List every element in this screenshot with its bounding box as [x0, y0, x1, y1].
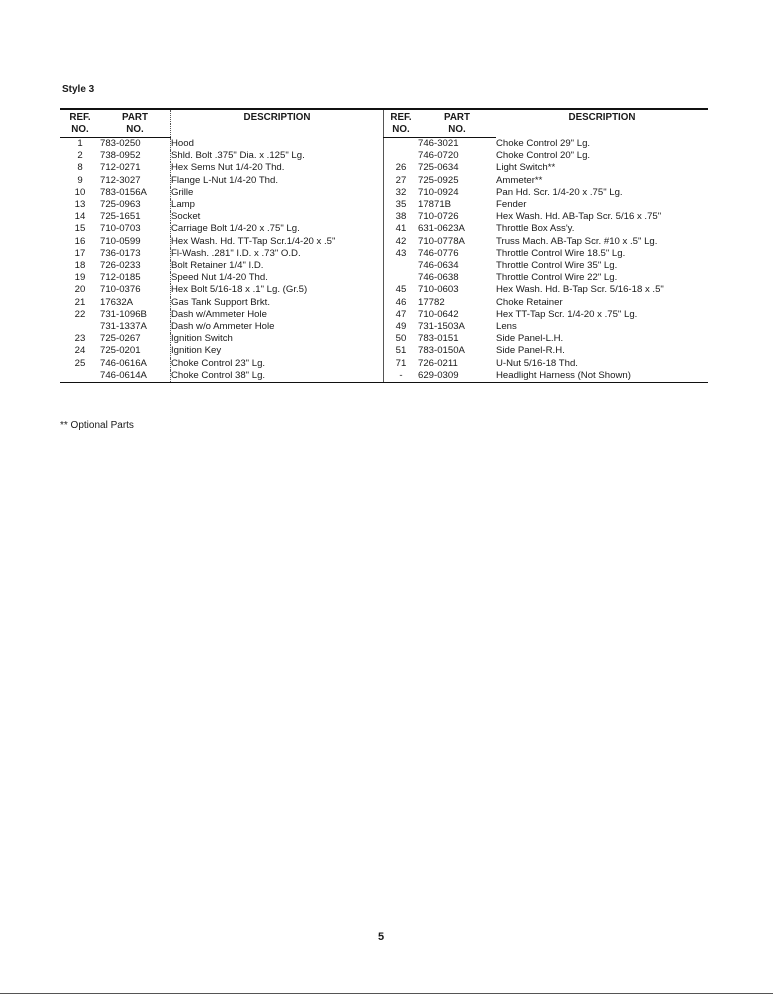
description-cell: Ignition Key [171, 345, 384, 357]
ref-no-cell: 19 [74, 272, 86, 284]
part-no-cell: 731-1337A [100, 321, 147, 333]
ref-no-cell: 20 [74, 284, 86, 296]
ref-no-cell: 38 [384, 211, 419, 223]
description-cell: Gas Tank Support Brkt. [171, 297, 384, 309]
table-row [60, 345, 708, 357]
description-cell: Dash w/o Ammeter Hole [171, 321, 384, 333]
table-row [60, 260, 708, 272]
part-no-cell: 710-0778A [418, 235, 465, 247]
description-cell: Bolt Retainer 1/4" I.D. [171, 260, 384, 272]
part-no-cell: 17871B [418, 199, 452, 211]
ref-no-cell [384, 150, 419, 162]
ref-no-cell: 17 [74, 247, 86, 259]
table-row [60, 150, 708, 162]
table-row [60, 297, 708, 309]
description-header: DESCRIPTION [496, 109, 708, 138]
optional-parts-footnote: ** Optional Parts [60, 420, 134, 431]
ref-no-cell: 27 [384, 175, 419, 187]
ref-no-cell: 51 [384, 345, 419, 357]
ref-no-cell: 43 [384, 248, 419, 260]
description-cell: Grille [171, 187, 384, 199]
ref-no-cell: 49 [384, 321, 419, 333]
part-no-cell: 746-0776 [418, 247, 459, 259]
description-cell: Ammeter** [496, 174, 543, 186]
part-no-cell: 710-0603 [418, 284, 459, 296]
description-cell: Flange L-Nut 1/4-20 Thd. [171, 175, 384, 187]
ref-no-cell [60, 370, 100, 383]
description-cell: Shld. Bolt .375" Dia. x .125" Lg. [171, 150, 384, 162]
part-no-cell: 725-0634 [418, 162, 459, 174]
description-cell: Fl-Wash. .281" I.D. x .73" O.D. [171, 248, 384, 260]
page-number: 5 [378, 931, 385, 943]
part-no-cell: 746-0634 [418, 260, 459, 272]
part-no-cell: 746-0616A [100, 357, 147, 369]
ref-no-cell [384, 272, 419, 284]
ref-no-cell: 26 [384, 162, 419, 174]
ref-no-cell: 35 [384, 199, 419, 211]
ref-no-cell: 10 [74, 186, 86, 198]
part-no-cell: 736-0173 [100, 247, 141, 259]
description-cell: Hex Wash. Hd. AB-Tap Scr. 5/16 x .75" [496, 211, 662, 223]
table-row [60, 309, 708, 321]
description-cell: Choke Control 38" Lg. [171, 370, 384, 383]
part-no-cell: 731-1096B [100, 308, 147, 320]
ref-no-header: REF. [384, 109, 419, 124]
part-no-cell: 710-0703 [100, 223, 141, 235]
ref-no-cell: 16 [74, 235, 86, 247]
ref-no-cell: 21 [74, 296, 86, 308]
part-no-cell: 725-0963 [100, 199, 141, 211]
part-no-cell: 726-0211 [418, 357, 458, 369]
description-cell: Side Panel-L.H. [496, 333, 564, 345]
ref-no-cell: 8 [77, 162, 83, 174]
description-cell: Choke Control 23" Lg. [171, 358, 384, 370]
description-cell: Hex Wash. Hd. TT-Tap Scr.1/4-20 x .5" [171, 236, 384, 248]
description-cell: Throttle Box Ass'y. [496, 223, 575, 235]
table-row [60, 199, 708, 211]
table-row [60, 187, 708, 199]
table-row [60, 333, 708, 345]
ref-no-cell: 24 [74, 345, 86, 357]
ref-no-header: REF. [60, 109, 100, 124]
ref-no-cell: 2 [77, 150, 83, 162]
description-cell: Dash w/Ammeter Hole [171, 309, 384, 321]
ref-no-cell: 9 [77, 174, 83, 186]
table-row [60, 211, 708, 223]
part-no-cell: 725-0925 [418, 174, 459, 186]
ref-no-cell: 25 [74, 357, 86, 369]
part-no-header: PART [418, 109, 496, 124]
description-cell: Truss Mach. AB-Tap Scr. #10 x .5" Lg. [496, 235, 658, 247]
part-no-cell: 746-0720 [418, 150, 459, 162]
description-cell: Side Panel-R.H. [496, 345, 565, 357]
description-cell: Ignition Switch [171, 333, 384, 345]
part-no-cell: 631-0623A [418, 223, 465, 235]
ref-no-cell: 71 [384, 358, 419, 370]
part-no-cell: 710-0726 [418, 211, 459, 223]
ref-no-cell [384, 260, 419, 272]
ref-no-cell [384, 138, 419, 151]
part-no-header: PART [100, 109, 171, 124]
ref-no-cell: 41 [384, 223, 419, 235]
description-cell: Fender [496, 199, 527, 211]
ref-no-cell [60, 321, 100, 333]
description-cell: Hood [171, 138, 384, 151]
ref-no-cell: - [384, 370, 419, 383]
part-no-cell: 710-0924 [418, 186, 459, 198]
part-no-cell: 783-0156A [100, 186, 147, 198]
part-no-header-line2: NO. [100, 124, 171, 138]
description-cell: Choke Control 29" Lg. [496, 137, 591, 149]
part-no-cell: 725-0267 [100, 333, 141, 345]
description-cell: Throttle Control Wire 22" Lg. [496, 272, 618, 284]
table-row [60, 370, 708, 383]
ref-no-header-line2: NO. [60, 124, 100, 138]
table-row [60, 138, 708, 151]
part-no-cell: 17632A [100, 296, 134, 308]
ref-no-cell: 42 [384, 236, 419, 248]
ref-no-cell: 1 [77, 138, 83, 149]
description-cell: Carriage Bolt 1/4-20 x .75" Lg. [171, 223, 384, 235]
part-no-cell: 712-0185 [100, 272, 141, 284]
table-row [60, 358, 708, 370]
part-no-cell: 710-0642 [418, 308, 459, 320]
table-row [60, 321, 708, 333]
description-cell: Throttle Control Wire 35" Lg. [496, 260, 618, 272]
description-cell: U-Nut 5/16-18 Thd. [496, 357, 578, 369]
part-no-cell: 783-0250 [100, 138, 141, 149]
table-row [60, 248, 708, 260]
ref-no-cell: 32 [384, 187, 419, 199]
description-cell: Pan Hd. Scr. 1/4-20 x .75" Lg. [496, 186, 623, 198]
table-row [60, 272, 708, 284]
description-cell: Hex Bolt 5/16-18 x .1" Lg. (Gr.5) [171, 284, 384, 296]
part-no-cell: 629-0309 [418, 370, 496, 383]
part-no-cell: 746-3021 [418, 138, 459, 149]
description-cell: Throttle Control Wire 18.5" Lg. [496, 247, 626, 259]
part-no-cell: 712-0271 [100, 162, 141, 174]
part-no-cell: 746-0614A [100, 370, 171, 383]
table-row [60, 223, 708, 235]
ref-no-header-line2: NO. [384, 124, 419, 138]
description-cell: Socket [171, 211, 384, 223]
description-cell: Lamp [171, 199, 384, 211]
part-no-cell: 710-0599 [100, 235, 141, 247]
part-no-cell: 783-0151 [418, 333, 459, 345]
part-no-cell: 712-3027 [100, 174, 141, 186]
description-cell: Choke Control 20" Lg. [496, 150, 591, 162]
part-no-cell: 17782 [418, 296, 445, 308]
part-no-cell: 725-1651 [100, 211, 141, 223]
bottom-divider [0, 993, 773, 994]
description-cell: Speed Nut 1/4-20 Thd. [171, 272, 384, 284]
description-cell: Choke Retainer [496, 296, 563, 308]
description-cell: Light Switch** [496, 162, 556, 174]
part-no-cell: 725-0201 [100, 345, 141, 357]
description-cell: Hex Wash. Hd. B-Tap Scr. 5/16-18 x .5" [496, 284, 664, 296]
description-header: DESCRIPTION [171, 109, 384, 138]
part-no-header-line2: NO. [418, 124, 496, 138]
ref-no-cell: 13 [74, 199, 86, 211]
description-cell: Headlight Harness (Not Shown) [496, 370, 708, 383]
ref-no-cell: 15 [74, 223, 86, 235]
part-no-cell: 783-0150A [418, 345, 465, 357]
ref-no-cell: 50 [384, 333, 419, 345]
section-title: Style 3 [62, 84, 95, 95]
table-row [60, 236, 708, 248]
table-row [60, 175, 708, 187]
description-cell: Lens [496, 321, 517, 333]
part-no-cell: 726-0233 [100, 260, 141, 272]
part-no-cell: 746-0638 [418, 272, 459, 284]
table-header [60, 109, 708, 138]
part-no-cell: 710-0376 [100, 284, 141, 296]
parts-list-table [60, 108, 708, 383]
ref-no-cell: 46 [384, 297, 419, 309]
part-no-cell: 731-1503A [418, 321, 465, 333]
ref-no-cell: 47 [384, 309, 419, 321]
part-no-cell: 738-0952 [100, 150, 141, 162]
table-row [60, 284, 708, 296]
ref-no-cell: 14 [74, 211, 86, 223]
ref-no-cell: 45 [384, 284, 419, 296]
ref-no-cell: 23 [74, 333, 86, 345]
table-body [60, 138, 708, 383]
table-row [60, 162, 708, 174]
description-cell: Hex Sems Nut 1/4-20 Thd. [171, 162, 384, 174]
ref-no-cell: 18 [74, 260, 86, 272]
description-cell: Hex TT-Tap Scr. 1/4-20 x .75" Lg. [496, 308, 638, 320]
ref-no-cell: 22 [74, 308, 86, 320]
